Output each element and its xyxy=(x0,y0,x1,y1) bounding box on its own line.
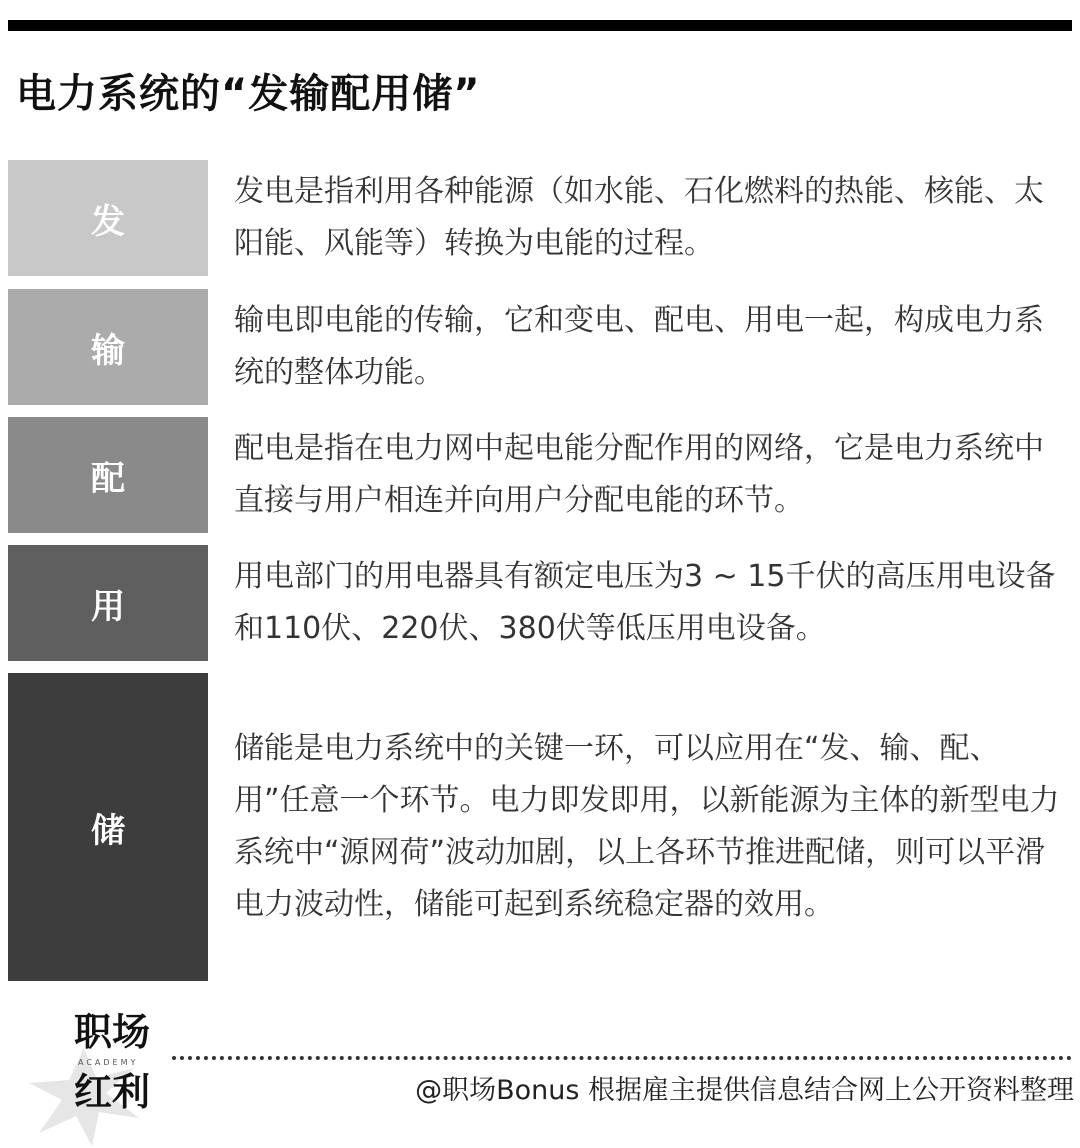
row-label: 配 xyxy=(91,458,125,499)
row-description: 用电部门的用电器具有额定电压为3 ~ 15千伏的高压用电设备和110伏、220伏、380伏等低压用电设备。 xyxy=(234,559,1056,646)
logo-subtitle: ACADEMY xyxy=(78,1058,139,1067)
row-label: 输 xyxy=(91,330,125,371)
row-description: 输电即电能的传输，它和变电、配电、用电一起，构成电力系统的整体功能。 xyxy=(234,303,1044,390)
row-label-box xyxy=(8,545,208,661)
source-credit: @职场Bonus 根据雇主提供信息结合网上公开资料整理 xyxy=(415,1075,1074,1106)
row-chu xyxy=(8,673,1072,981)
page-title: 电力系统的“发输配用储” xyxy=(16,71,481,117)
row-label: 用 xyxy=(91,586,125,627)
row-description: 配电是指在电力网中起电能分配作用的网络，它是电力系统中直接与用户相连并向用户分配电能的环节。 xyxy=(234,431,1044,518)
row-label: 储 xyxy=(91,810,125,851)
row-fa xyxy=(8,160,1072,276)
row-label-box xyxy=(8,417,208,533)
row-label-box xyxy=(8,673,208,981)
row-label-box xyxy=(8,289,208,405)
row-label-box xyxy=(8,160,208,276)
row-description: 储能是电力系统中的关键一环，可以应用在“发、输、配、用”任意一个环节。电力即发即用，以新能源为主体的新型电力系统中“源网荷”波动加剧，以上各环节推进配储，则可以平滑电力波动性，储能可起到系统稳定器的效用。 xyxy=(234,731,1060,922)
row-label: 发 xyxy=(91,201,125,242)
brand-logo xyxy=(64,1008,174,1128)
row-shu xyxy=(8,289,1072,405)
logo-line-1: 职场 xyxy=(74,1010,151,1054)
dotted-divider xyxy=(172,1056,1072,1060)
row-description: 发电是指利用各种能源（如水能、石化燃料的热能、核能、太阳能、风能等）转换为电能的过程。 xyxy=(234,174,1044,261)
top-bar xyxy=(8,20,1072,31)
row-pei xyxy=(8,417,1072,533)
logo-line-2: 红利 xyxy=(74,1070,151,1114)
row-yong xyxy=(8,545,1072,661)
